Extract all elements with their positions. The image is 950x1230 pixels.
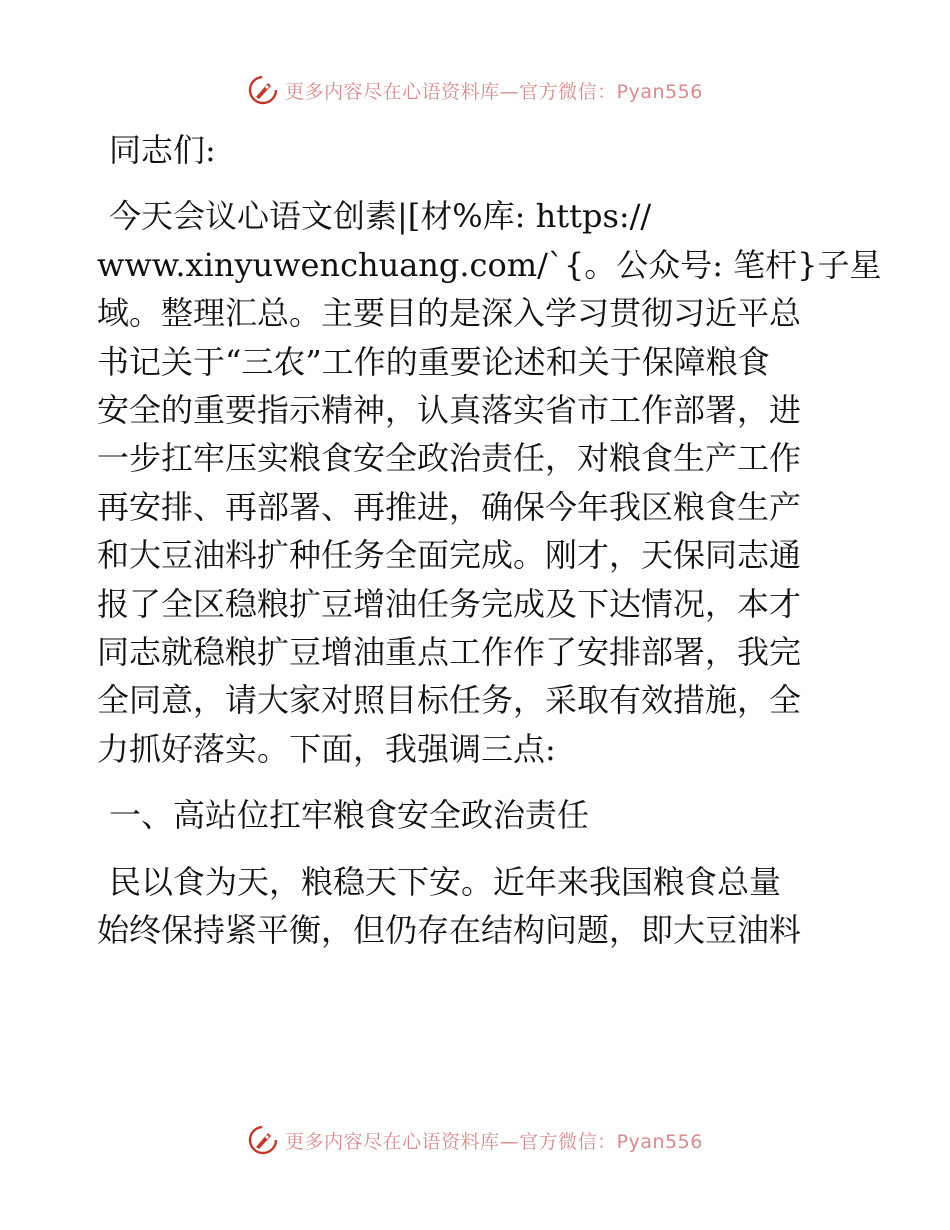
text-line: www.xinyuwenchuang.com/`{。公众号: 笔杆}子星 — [97, 245, 882, 284]
watermark-text: 更多内容尽在心语资料库—官方微信：Pyan556 — [285, 80, 703, 103]
header-watermark — [0, 70, 950, 110]
text-line: 始终保持紧平衡，但仍存在结构问题，即大豆油料 — [97, 911, 802, 950]
footer-watermark — [0, 1120, 950, 1160]
text-line: 民以食为天，粮稳天下安。近年来我国粮食总量 — [109, 862, 782, 901]
text-line: 书记关于“三农”工作的重要论述和关于保障粮食 — [97, 342, 770, 381]
watermark-text: 更多内容尽在心语资料库—官方微信：Pyan556 — [285, 1130, 703, 1153]
text-line: 再安排、再部署、再推进，确保今年我区粮食生产 — [97, 487, 802, 526]
text-line: 今天会议心语文创素|[材%库: https:// — [109, 197, 652, 236]
pen-nib-logo-icon — [247, 74, 279, 106]
text-line: 安全的重要指示精神，认真落实省市工作部署，进 — [97, 391, 802, 430]
text-line: 域。整理汇总。主要目的是深入学习贯彻习近平总 — [97, 294, 802, 333]
text-line: 和大豆油料扩种任务全面完成。刚才，天保同志通 — [97, 536, 802, 575]
pen-nib-logo-icon — [247, 1124, 279, 1156]
text-line: 同志就稳粮扩豆增油重点工作作了安排部署，我完 — [97, 633, 802, 672]
paragraph-intro — [97, 192, 882, 773]
document-body — [97, 126, 882, 955]
text-line: 力抓好落实。下面，我强调三点: — [97, 729, 556, 768]
section-heading: 一、高站位扛牢粮食安全政治责任 — [109, 796, 590, 835]
text-line: 报了全区稳粮扩豆增油任务完成及下达情况，本才 — [97, 584, 802, 623]
text-line: 全同意，请大家对照目标任务，采取有效措施，全 — [97, 681, 802, 720]
paragraph-section1 — [97, 858, 849, 955]
greeting: 同志们: — [109, 131, 216, 169]
text-line: 一步扛牢压实粮食安全政治责任，对粮食生产工作 — [97, 439, 802, 478]
